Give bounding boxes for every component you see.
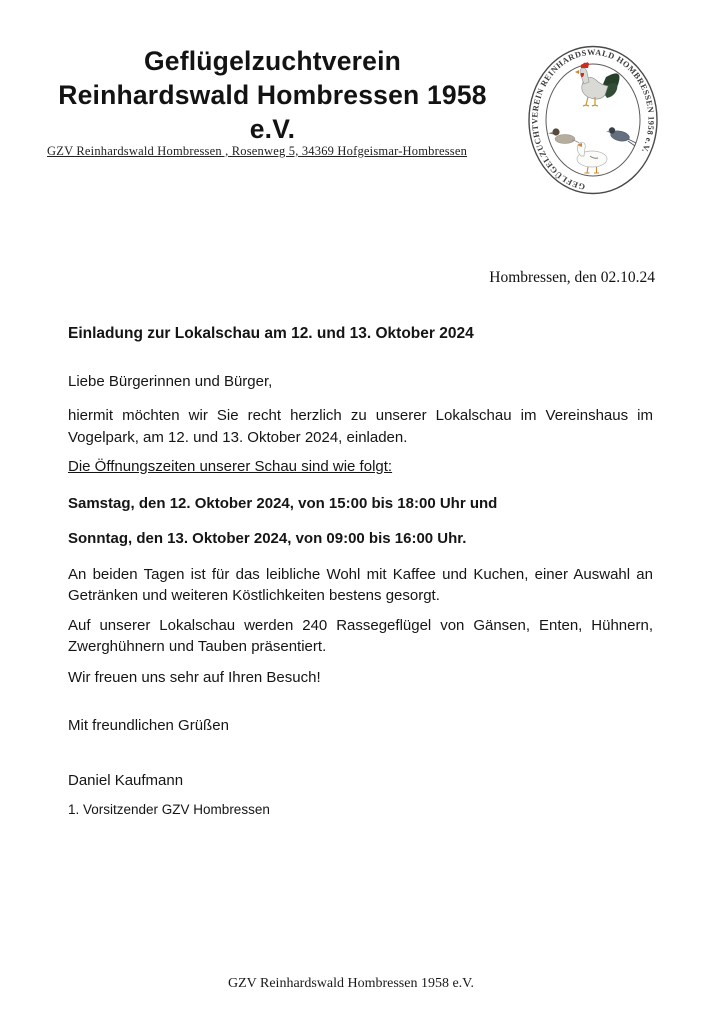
duck-icon <box>548 128 579 143</box>
regards-line: Mit freundlichen Grüßen <box>68 717 229 734</box>
exhibits-paragraph: Auf unserer Lokalschau werden 240 Rassegeflügel von Gänsen, Enten, Hühnern, Zwerghühnern und Tauben präsentiert. <box>68 616 653 655</box>
saturday-hours: Samstag, den 12. Oktober 2024, von 15:00 bis 18:00 Uhr und <box>68 494 498 512</box>
signer-role: 1. Vorsitzender GZV Hombressen <box>68 802 270 817</box>
date-line: Hombressen, den 02.10.24 <box>489 269 655 286</box>
footer-text: GZV Reinhardswald Hombressen 1958 e.V. <box>227 976 474 991</box>
sunday-hours: Sonntag, den 13. Oktober 2024, von 09:00 bis 16:00 Uhr. <box>68 530 467 547</box>
signer-name: Daniel Kaufmann <box>68 771 184 789</box>
club-title-line1: Geflügelzuchtverein <box>143 46 402 76</box>
catering-paragraph: An beiden Tagen ist für das leibliche Wohl mit Kaffee und Kuchen, einer Auswahl an Getränken und weiteren Köstlichkeiten bestens gesorgt. <box>68 565 653 604</box>
opening-hours-heading: Die Öffnungszeiten unserer Schau sind wie folgt: <box>68 458 393 475</box>
sender-address-line: GZV Reinhardswald Hombressen , Rosenweg 5, 34369 Hofgeismar-Hombressen <box>47 144 468 158</box>
pigeon-icon <box>606 127 636 146</box>
subject-line: Einladung zur Lokalschau am 12. und 13. Oktober 2024 <box>68 325 474 342</box>
club-seal-icon <box>526 44 660 197</box>
club-logo <box>526 44 660 197</box>
goose-icon <box>577 142 607 173</box>
seal-outer-ring <box>529 47 657 194</box>
closing-line: Wir freuen uns sehr auf Ihren Besuch! <box>68 668 321 686</box>
salutation: Liebe Bürgerinnen und Bürger, <box>68 372 273 390</box>
club-title-line2: Reinhardswald Hombressen 1958 e.V. <box>58 80 487 144</box>
club-title <box>50 44 495 146</box>
letter-body <box>68 323 653 821</box>
logo-ring-text: GEFLÜGELZUCHTVEREIN REINHARDSWALD HOMBRESSEN 1958 e.V. <box>530 47 656 192</box>
intro-paragraph: hiermit möchten wir Sie recht herzlich zu unserer Lokalschau im Vereinshaus im Vogelpark, am 12. und 13. Oktober 2024, einladen. <box>68 407 653 446</box>
